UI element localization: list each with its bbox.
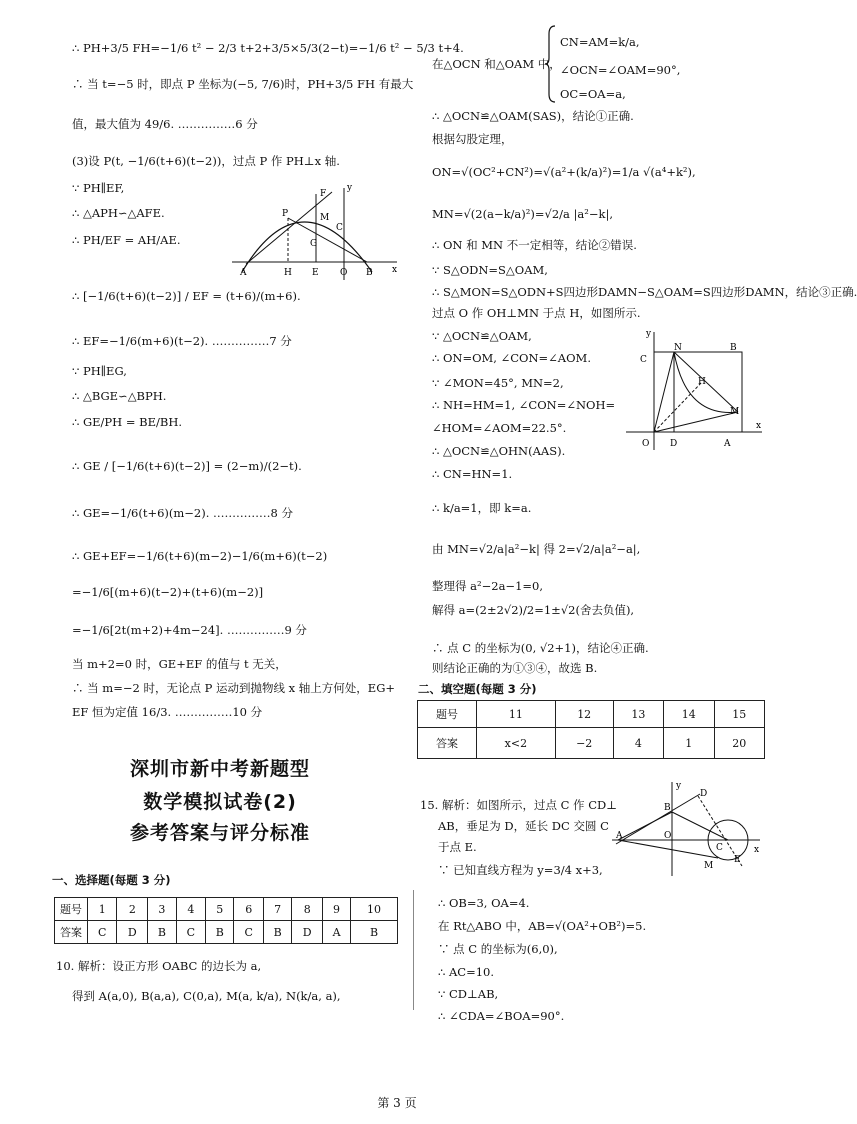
table-cell: 13 bbox=[613, 701, 663, 728]
table-cell: 2 bbox=[117, 898, 148, 921]
text-line: 在△OCN 和△OAM 中， bbox=[432, 57, 561, 71]
table-cell: x<2 bbox=[477, 728, 556, 759]
table-cell: A bbox=[323, 921, 351, 944]
fig2-label: N bbox=[674, 343, 682, 353]
fig1-label: O bbox=[340, 268, 348, 278]
text-line: 由 MN=√2/a|a²−k| 得 2=√2/a|a²−a|, bbox=[432, 542, 641, 556]
text-line: 则结论正确的为①③④，故选 B. bbox=[432, 661, 598, 675]
text-line: ∴ ON=OM, ∠CON=∠AOM. bbox=[432, 351, 591, 365]
fig1-label: P bbox=[282, 209, 289, 219]
text-line: ∵ PH∥EG, bbox=[72, 364, 127, 378]
text-line: ∴ ON 和 MN 不一定相等，结论②错误. bbox=[432, 238, 637, 252]
table-row bbox=[418, 701, 765, 728]
table-cell: B bbox=[263, 921, 291, 944]
fill-blank-answer-table bbox=[417, 700, 765, 759]
fig1-label: F bbox=[320, 189, 327, 199]
text-line: ∴ CN=HN=1. bbox=[432, 467, 513, 481]
fig3-label: E bbox=[734, 855, 741, 865]
text-line: (3)设 P(t, −1/6(t+6)(t−2))，过点 P 作 PH⊥x 轴. bbox=[72, 154, 340, 168]
text-line: ∴ 点 C 的坐标为(0, √2+1)，结论④正确. bbox=[432, 641, 649, 655]
table-cell: 4 bbox=[176, 898, 205, 921]
table-cell: 15 bbox=[714, 701, 764, 728]
table-cell: B bbox=[351, 921, 398, 944]
table-cell: 11 bbox=[477, 701, 556, 728]
fig2-label: C bbox=[640, 355, 647, 365]
table-cell: D bbox=[117, 921, 148, 944]
table-row bbox=[55, 921, 398, 944]
text-line: =−1/6[(m+6)(t−2)+(t+6)(m−2)] bbox=[72, 585, 264, 599]
text-line: ∴ GE/PH = BE/BH. bbox=[72, 415, 182, 429]
table-cell: C bbox=[234, 921, 263, 944]
text-line: ∵ PH∥EF, bbox=[72, 181, 125, 195]
paper-title-line3: 参考答案与评分标准 bbox=[129, 822, 310, 844]
table-cell: 3 bbox=[148, 898, 176, 921]
q15-line: ∴ ∠CDA=∠BOA=90°. bbox=[438, 1009, 565, 1023]
text-line: ∵ ∠MON=45°, MN=2, bbox=[432, 376, 564, 390]
fig3-label: O bbox=[664, 831, 672, 841]
table-cell: 12 bbox=[555, 701, 613, 728]
choice-answer-table bbox=[54, 897, 398, 944]
text-line: ∴ PH+3/5 FH=−1/6 t² − 2/3 t+2+3/5×5/3(2−t)=−1/6 t² − 5/3 t+4. bbox=[72, 41, 464, 55]
square-figure bbox=[626, 328, 766, 456]
fig1-label: B bbox=[366, 268, 373, 278]
q15-line: ∵ CD⊥AB, bbox=[438, 987, 499, 1001]
text-line: ∠HOM=∠AOM=22.5°. bbox=[432, 421, 567, 435]
text-line: =−1/6[2t(m+2)+4m−24]. ……………9 分 bbox=[72, 623, 307, 637]
text-line: ∴ [−1/6(t+6)(t−2)] / EF = (t+6)/(m+6). bbox=[72, 289, 301, 303]
q15-line: ∴ OB=3, OA=4. bbox=[438, 896, 530, 910]
text-line: 过点 O 作 OH⊥MN 于点 H，如图所示. bbox=[432, 306, 641, 320]
table-cell: 14 bbox=[664, 701, 714, 728]
fig3-label: D bbox=[700, 789, 708, 799]
table-cell: B bbox=[206, 921, 234, 944]
table-cell: 10 bbox=[351, 898, 398, 921]
text-line: ∴ GE+EF=−1/6(t+6)(m−2)−1/6(m+6)(t−2) bbox=[72, 549, 328, 563]
fig3-label: A bbox=[616, 831, 623, 841]
fig1-label: C bbox=[336, 223, 343, 233]
table-cell: C bbox=[176, 921, 205, 944]
q10-line: 10. 解析：设正方形 OABC 的边长为 a, bbox=[56, 959, 262, 973]
q15-line: 在 Rt△ABO 中，AB=√(OA²+OB²)=5. bbox=[438, 919, 647, 933]
text-line: 值，最大值为 49/6. ……………6 分 bbox=[72, 117, 258, 131]
page-number: 第 3 页 bbox=[377, 1096, 417, 1110]
fig2-label: B bbox=[730, 343, 737, 353]
text-line: ∵ S△ODN=S△OAM, bbox=[432, 263, 548, 277]
fig1-label: H bbox=[284, 268, 292, 278]
table-cell: 6 bbox=[234, 898, 263, 921]
fig2-label: H bbox=[698, 377, 706, 387]
table-cell: C bbox=[88, 921, 117, 944]
table-cell: 8 bbox=[292, 898, 323, 921]
text-line: 整理得 a²−2a−1=0, bbox=[432, 579, 543, 593]
parabola-figure bbox=[232, 182, 402, 282]
fig1-label: x bbox=[392, 265, 398, 275]
fig3-label: C bbox=[716, 843, 723, 853]
fig3-label: y bbox=[676, 781, 682, 791]
text-line: OC=OA=a, bbox=[560, 87, 626, 101]
fig1-label: E bbox=[312, 268, 319, 278]
text-line: ∴ GE / [−1/6(t+6)(t−2)] = (2−m)/(2−t). bbox=[72, 459, 302, 473]
table-row bbox=[418, 728, 765, 759]
section2-heading: 二、填空题(每题 3 分) bbox=[418, 682, 537, 696]
text-line: ∴ GE=−1/6(t+6)(m−2). ……………8 分 bbox=[72, 506, 293, 520]
q15-line: ∵ 已知直线方程为 y=3/4 x+3, bbox=[438, 863, 603, 877]
text-line: ∴ k/a=1，即 k=a. bbox=[432, 501, 532, 515]
table-cell: 答案 bbox=[55, 921, 88, 944]
table-cell: D bbox=[292, 921, 323, 944]
table-cell: 题号 bbox=[55, 898, 88, 921]
q15-line: 15. 解析：如图所示，过点 C 作 CD⊥ bbox=[420, 798, 618, 812]
text-line: ∴ S△MON=S△ODN+S四边形DAMN−S△OAM=S四边形DAMN，结论③正确. bbox=[432, 285, 857, 299]
table-cell: B bbox=[148, 921, 176, 944]
table-cell: 1 bbox=[88, 898, 117, 921]
fig1-label: M bbox=[320, 213, 330, 223]
fig3-label: B bbox=[664, 803, 671, 813]
fig1-label: y bbox=[347, 183, 353, 193]
table-cell: 1 bbox=[664, 728, 714, 759]
line-circle-figure bbox=[612, 778, 762, 878]
paper-title-line1: 深圳市新中考新题型 bbox=[129, 758, 310, 780]
text-line: ∴ △BGE∽△BPH. bbox=[72, 389, 167, 403]
fig2-label: M bbox=[730, 407, 740, 417]
text-line: CN=AM=k/a, bbox=[560, 35, 640, 49]
fig2-label: y bbox=[646, 329, 652, 339]
text-line: MN=√(2(a−k/a)²)=√2/a |a²−k|, bbox=[432, 207, 614, 221]
fig2-label: x bbox=[756, 421, 762, 431]
text-line: ∴ NH=HM=1, ∠CON=∠NOH= bbox=[432, 398, 616, 412]
text-line: ∴ △APH∽△AFE. bbox=[72, 206, 165, 220]
q15-line: ∵ 点 C 的坐标为(6,0), bbox=[438, 942, 558, 956]
q15-line: ∴ AC=10. bbox=[438, 965, 495, 979]
fig2-label: A bbox=[724, 439, 731, 449]
text-line: ∴ △OCN≌△OHN(AAS). bbox=[432, 444, 566, 458]
fig1-label: G bbox=[310, 239, 318, 249]
section1-heading: 一、选择题(每题 3 分) bbox=[52, 873, 171, 887]
q15-line: AB，垂足为 D，延长 DC 交圆 C bbox=[438, 819, 609, 833]
text-line: 根据勾股定理， bbox=[432, 132, 513, 146]
table-cell: 5 bbox=[206, 898, 234, 921]
fig3-label: x bbox=[754, 845, 760, 855]
fig2-label: O bbox=[642, 439, 650, 449]
text-line: ON=√(OC²+CN²)=√(a²+(k/a)²)=1/a √(a⁴+k²), bbox=[432, 165, 696, 179]
text-line: ∴ △OCN≌△OAM(SAS)，结论①正确. bbox=[432, 109, 634, 123]
table-row bbox=[55, 898, 398, 921]
text-line: 当 m+2=0 时，GE+EF 的值与 t 无关， bbox=[72, 657, 287, 671]
table-cell: −2 bbox=[555, 728, 613, 759]
table-cell: 20 bbox=[714, 728, 764, 759]
q15-line: 于点 E. bbox=[438, 840, 477, 854]
text-line: ∠OCN=∠OAM=90°, bbox=[560, 63, 681, 77]
table-cell: 答案 bbox=[418, 728, 477, 759]
table-cell: 题号 bbox=[418, 701, 477, 728]
table-cell: 4 bbox=[613, 728, 663, 759]
q10-line: 得到 A(a,0), B(a,a), C(0,a), M(a, k/a), N(k/a, a), bbox=[72, 989, 341, 1003]
text-line: ∴ EF=−1/6(m+6)(t−2). ……………7 分 bbox=[72, 334, 292, 348]
fig3-label: M bbox=[704, 861, 714, 871]
text-line: ∵ △OCN≌△OAM, bbox=[432, 329, 532, 343]
text-line: EF 恒为定值 16/3. ……………10 分 bbox=[72, 705, 263, 719]
text-line: 解得 a=(2±2√2)/2=1±√2(舍去负值), bbox=[432, 603, 635, 617]
column-divider bbox=[413, 890, 414, 1010]
paper-title-line2: 数学模拟试卷(2) bbox=[143, 791, 297, 813]
text-line: ∴ 当 t=−5 时，即点 P 坐标为(−5, 7/6)时，PH+3/5 FH 有最大 bbox=[72, 77, 414, 91]
fig2-label: D bbox=[670, 439, 678, 449]
text-line: ∴ PH/EF = AH/AE. bbox=[72, 233, 181, 247]
table-cell: 7 bbox=[263, 898, 291, 921]
fig1-label: A bbox=[240, 268, 247, 278]
text-line: ∴ 当 m=−2 时，无论点 P 运动到抛物线 x 轴上方何处，EG+ bbox=[72, 681, 396, 695]
table-cell: 9 bbox=[323, 898, 351, 921]
